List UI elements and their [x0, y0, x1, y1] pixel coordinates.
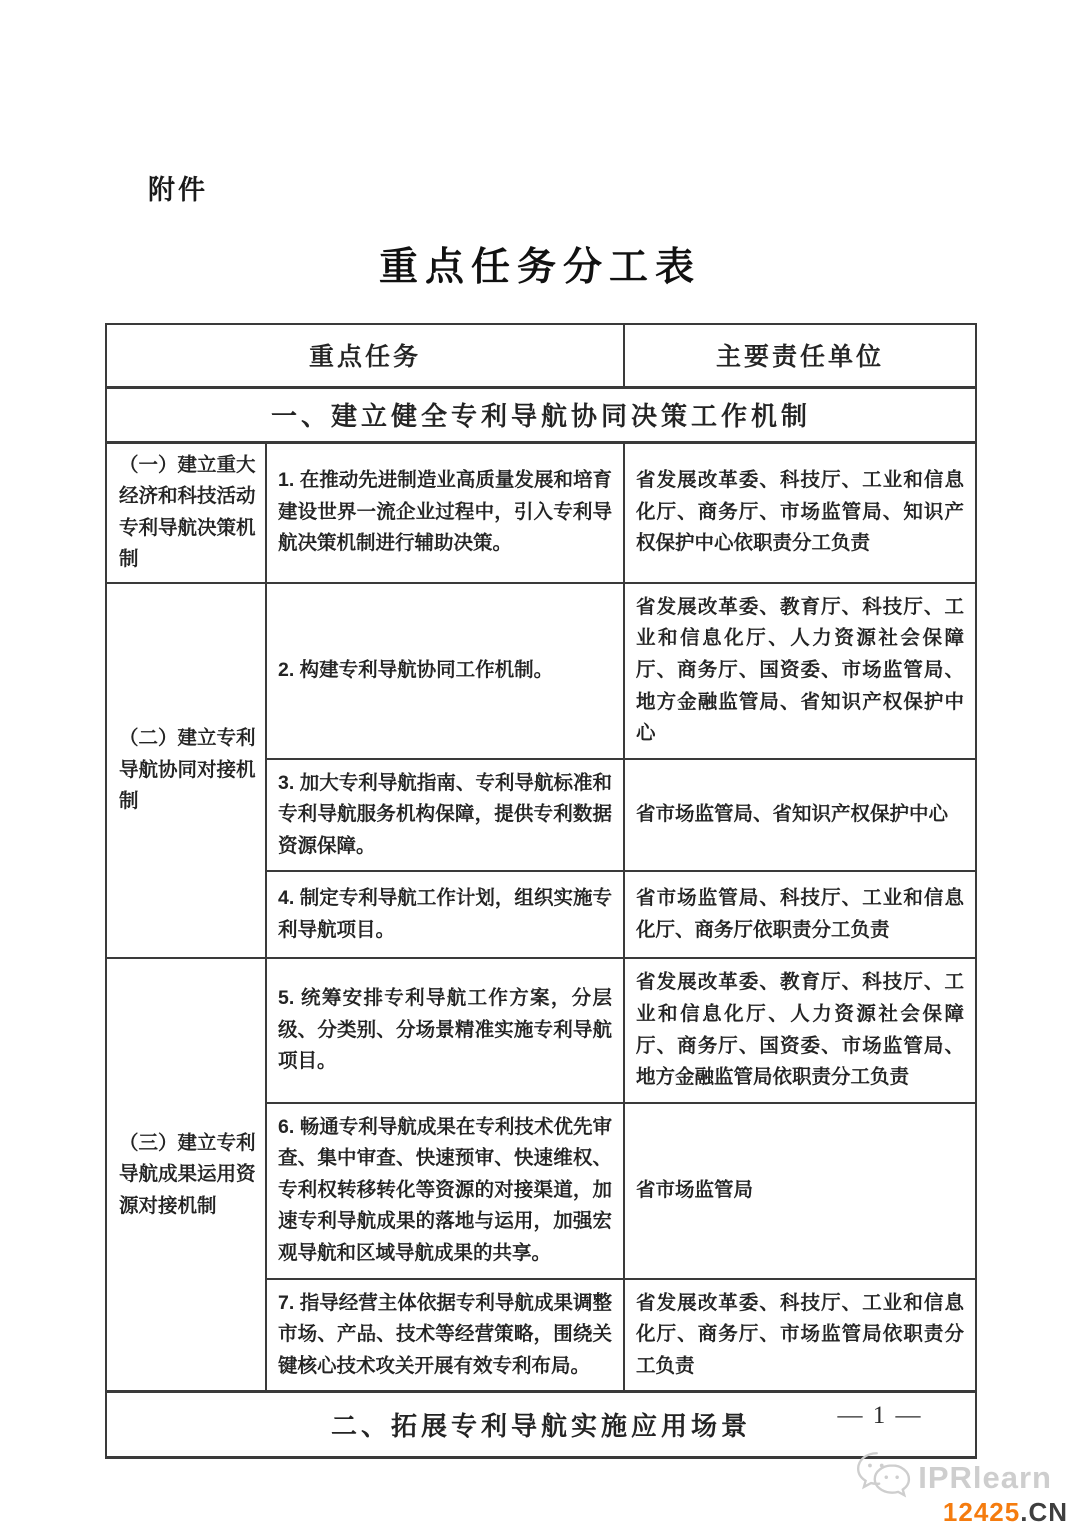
category-cell-2: （二）建立专利导航协同对接机制: [106, 583, 266, 959]
task-cell-7: 7. 指导经营主体依据专利导航成果调整市场、产品、技术等经营策略，围绕关键核心技术攻关开展有效专利布局。: [266, 1279, 624, 1392]
unit-cell-5: 省发展改革委、教育厅、科技厅、工业和信息化厅、人力资源社会保障厅、商务厅、国资委、市场监管局、地方金融监管局依职责分工负责: [624, 958, 976, 1102]
category-cell-3: （三）建立专利导航成果运用资源对接机制: [106, 958, 266, 1391]
category-cell-1: （一）建立重大经济和科技活动专利导航决策机制: [106, 442, 266, 583]
task-cell-4: 4. 制定专利导航工作计划，组织实施专利导航项目。: [266, 871, 624, 958]
table-row: [106, 442, 976, 583]
unit-cell-3: 省市场监管局、省知识产权保护中心: [624, 759, 976, 872]
column-header-tasks: 重点任务: [106, 324, 624, 387]
watermark-brand: IPRlearn: [918, 1459, 1052, 1495]
wechat-icon: [855, 1450, 913, 1505]
task-cell-2: 2. 构建专利导航协同工作机制。: [266, 583, 624, 759]
table-row: [106, 958, 976, 1102]
column-header-units: 主要责任单位: [624, 324, 976, 387]
task-cell-5: 5. 统筹安排专利导航工作方案，分层级、分类别、分场景精准实施专利导航项目。: [266, 958, 624, 1102]
watermark: [844, 1450, 1074, 1527]
section-2-title: 二、拓展专利导航实施应用场景: [106, 1392, 976, 1458]
table-header-row: [106, 324, 976, 387]
task-cell-1: 1. 在推动先进制造业高质量发展和培育建设世界一流企业过程中，引入专利导航决策机制进行辅助决策。: [266, 442, 624, 583]
table-row: [106, 583, 976, 759]
unit-cell-4: 省市场监管局、科技厅、工业和信息化厅、商务厅依职责分工负责: [624, 871, 976, 958]
section-1-title: 一、建立健全专利导航协同决策工作机制: [106, 387, 976, 442]
page-title: 重点任务分工表: [378, 246, 701, 289]
attachment-label: 附件: [148, 175, 208, 205]
section-1-header-row: [106, 387, 976, 442]
unit-cell-7: 省发展改革委、科技厅、工业和信息化厅、商务厅、市场监管局依职责分工负责: [624, 1279, 976, 1392]
page-number: — 1 —: [837, 1402, 923, 1429]
task-cell-3: 3. 加大专利导航指南、专利导航标准和专利导航服务机构保障，提供专利数据资源保障。: [266, 759, 624, 872]
task-division-table: [105, 323, 977, 1459]
watermark-site-tld: .CN: [1020, 1497, 1068, 1527]
watermark-site-number: 12425: [942, 1497, 1021, 1527]
task-cell-6: 6. 畅通专利导航成果在专利技术优先审查、集中审查、快速预审、快速维权、专利权转移转化等资源的对接渠道，加速专利导航成果的落地与运用，加强宏观导航和区域导航成果的共享。: [266, 1103, 624, 1279]
unit-cell-6: 省市场监管局: [624, 1103, 976, 1279]
unit-cell-2: 省发展改革委、教育厅、科技厅、工业和信息化厅、人力资源社会保障厅、商务厅、国资委、市场监管局、地方金融监管局、省知识产权保护中心: [624, 583, 976, 759]
unit-cell-1: 省发展改革委、科技厅、工业和信息化厅、商务厅、市场监管局、知识产权保护中心依职责分工负责: [624, 442, 976, 583]
